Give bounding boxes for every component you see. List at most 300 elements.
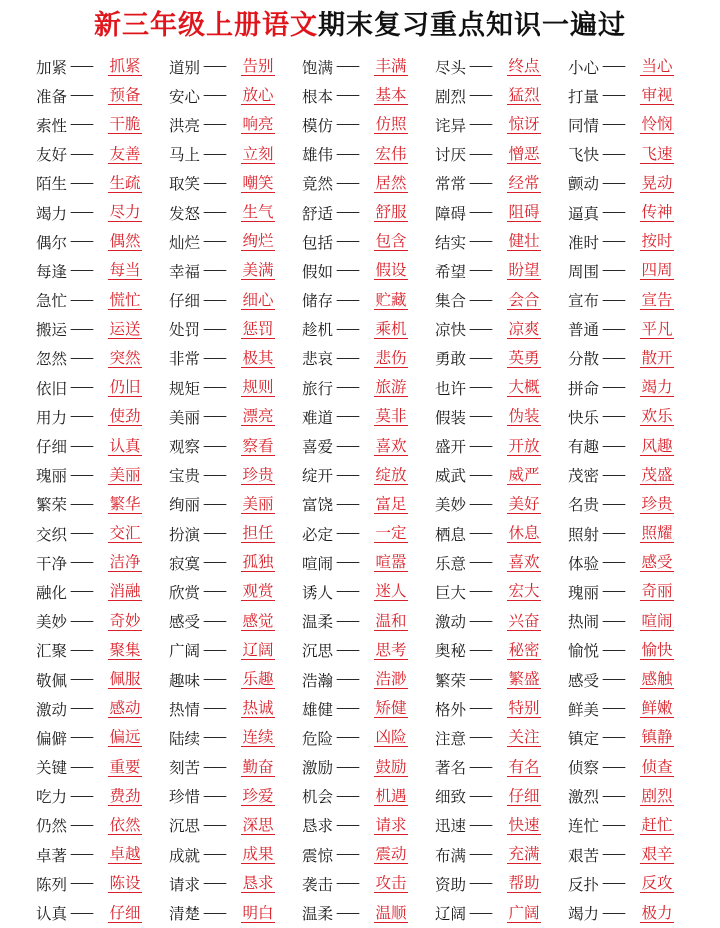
word: 道别 — [169, 58, 201, 77]
word: 栖息 — [435, 525, 467, 544]
word: 喜爱 — [302, 438, 334, 457]
synonym-pair — [169, 347, 302, 369]
word: 卓著 — [36, 846, 68, 865]
dash-separator: —— — [203, 817, 225, 833]
word: 美妙 — [435, 496, 467, 515]
synonym-answer: 珍贵 — [242, 465, 274, 484]
synonym-pair — [302, 581, 435, 603]
dash-separator: —— — [469, 263, 491, 279]
synonym-pair — [435, 114, 568, 136]
synonym-answer: 繁华 — [109, 494, 141, 513]
synonym-answer: 佩服 — [109, 670, 141, 689]
synonym-answer: 鲜嫩 — [641, 699, 673, 718]
synonym-pair — [169, 785, 302, 807]
synonym-answer: 交汇 — [109, 524, 141, 543]
synonym-answer: 审视 — [641, 86, 673, 105]
synonym-answer: 休息 — [508, 524, 540, 543]
dash-separator: —— — [203, 701, 225, 717]
dash-separator: —— — [203, 876, 225, 892]
synonym-pair — [169, 85, 302, 107]
dash-separator: —— — [70, 584, 92, 600]
synonym-pair — [435, 406, 568, 428]
dash-separator: —— — [336, 672, 358, 688]
synonym-answer: 经常 — [508, 173, 540, 192]
dash-separator: —— — [469, 759, 491, 775]
synonym-pair — [302, 143, 435, 165]
synonym-answer: 浩渺 — [375, 670, 407, 689]
dash-separator: —— — [336, 321, 358, 337]
word: 陌生 — [36, 175, 68, 194]
dash-separator: —— — [203, 321, 225, 337]
dash-separator: —— — [469, 175, 491, 191]
synonym-pair — [36, 377, 169, 399]
synonym-pair — [302, 56, 435, 78]
word: 感受 — [169, 613, 201, 632]
synonym-pair — [568, 814, 701, 836]
synonym-pair — [568, 727, 701, 749]
dash-separator: —— — [336, 613, 358, 629]
dash-separator: —— — [70, 496, 92, 512]
synonym-row — [0, 577, 720, 606]
dash-separator: —— — [469, 146, 491, 162]
synonym-row — [0, 548, 720, 577]
synonym-answer: 干脆 — [109, 115, 141, 134]
dash-separator: —— — [469, 292, 491, 308]
dash-separator: —— — [469, 496, 491, 512]
synonym-row — [0, 52, 720, 81]
word: 感受 — [568, 671, 600, 690]
dash-separator: —— — [469, 672, 491, 688]
dash-separator: —— — [469, 350, 491, 366]
synonym-pair — [568, 85, 701, 107]
word: 陈列 — [36, 875, 68, 894]
synonym-answer: 极其 — [242, 348, 274, 367]
word: 体验 — [568, 554, 600, 573]
synonym-answer: 绚烂 — [242, 232, 274, 251]
synonym-answer: 快速 — [508, 815, 540, 834]
synonym-pair — [435, 552, 568, 574]
word: 竟然 — [302, 175, 334, 194]
dash-separator: —— — [70, 701, 92, 717]
synonym-pair — [302, 902, 435, 924]
dash-separator: —— — [70, 905, 92, 921]
word: 奥秘 — [435, 642, 467, 661]
word: 刻苦 — [169, 759, 201, 778]
word: 欣赏 — [169, 583, 201, 602]
synonym-pair — [435, 231, 568, 253]
word: 交织 — [36, 525, 68, 544]
dash-separator: —— — [70, 438, 92, 454]
word: 取笑 — [169, 175, 201, 194]
dash-separator: —— — [336, 496, 358, 512]
synonym-answer: 侦查 — [641, 757, 673, 776]
word: 袭击 — [302, 875, 334, 894]
dash-separator: —— — [336, 788, 358, 804]
word: 观察 — [169, 438, 201, 457]
dash-separator: —— — [70, 759, 92, 775]
synonym-answer: 怜悯 — [641, 115, 673, 134]
dash-separator: —— — [469, 584, 491, 600]
word: 迅速 — [435, 817, 467, 836]
synonym-row — [0, 344, 720, 373]
dash-separator: —— — [70, 380, 92, 396]
word: 诱人 — [302, 583, 334, 602]
synonym-pair — [568, 260, 701, 282]
synonym-answer: 剧烈 — [641, 786, 673, 805]
word: 繁荣 — [435, 671, 467, 690]
synonym-row — [0, 373, 720, 402]
synonym-pair — [36, 172, 169, 194]
synonym-answer: 关注 — [508, 728, 540, 747]
word: 难道 — [302, 408, 334, 427]
dash-separator: —— — [602, 438, 624, 454]
dash-separator: —— — [70, 234, 92, 250]
synonym-answer: 恳求 — [242, 874, 274, 893]
word: 准备 — [36, 87, 68, 106]
synonym-answer: 悲伤 — [375, 348, 407, 367]
synonym-pair — [568, 669, 701, 691]
word: 著名 — [435, 759, 467, 778]
word: 每逢 — [36, 262, 68, 281]
word: 飞快 — [568, 146, 600, 165]
synonym-answer: 宏大 — [508, 582, 540, 601]
synonym-pair — [435, 377, 568, 399]
synonym-row — [0, 490, 720, 519]
dash-separator: —— — [70, 467, 92, 483]
synonym-answer: 尽力 — [109, 203, 141, 222]
synonym-pair — [568, 523, 701, 545]
dash-separator: —— — [203, 788, 225, 804]
word: 融化 — [36, 583, 68, 602]
synonym-pair — [568, 844, 701, 866]
word: 处罚 — [169, 321, 201, 340]
word: 准时 — [568, 233, 600, 252]
synonym-pair — [302, 727, 435, 749]
word: 热情 — [169, 700, 201, 719]
dash-separator: —— — [336, 759, 358, 775]
word: 温柔 — [302, 905, 334, 924]
synonym-answer: 镇静 — [641, 728, 673, 747]
dash-separator: —— — [203, 175, 225, 191]
dash-separator: —— — [203, 613, 225, 629]
synonym-answer: 包含 — [375, 232, 407, 251]
dash-separator: —— — [602, 146, 624, 162]
synonym-row — [0, 694, 720, 723]
synonym-answer: 担任 — [242, 524, 274, 543]
synonym-answer: 仔细 — [508, 786, 540, 805]
synonym-pair — [169, 406, 302, 428]
synonym-pair — [302, 377, 435, 399]
synonym-answer: 居然 — [375, 173, 407, 192]
word: 饱满 — [302, 58, 334, 77]
synonym-pair — [36, 143, 169, 165]
dash-separator: —— — [70, 409, 92, 425]
synonym-answer: 晃动 — [641, 173, 673, 192]
synonym-pair — [302, 318, 435, 340]
word: 仔细 — [36, 438, 68, 457]
word: 繁荣 — [36, 496, 68, 515]
synonym-row — [0, 519, 720, 548]
synonym-pair — [169, 698, 302, 720]
synonym-pair — [36, 698, 169, 720]
synonym-answer: 帮助 — [508, 874, 540, 893]
word: 偏僻 — [36, 729, 68, 748]
synonym-row — [0, 81, 720, 110]
synonym-answer: 奇丽 — [641, 582, 673, 601]
word: 仔细 — [169, 292, 201, 311]
word: 必定 — [302, 525, 334, 544]
synonym-pair — [435, 435, 568, 457]
synonym-answer: 美丽 — [109, 465, 141, 484]
dash-separator: —— — [70, 526, 92, 542]
synonym-pair — [169, 172, 302, 194]
dash-separator: —— — [469, 526, 491, 542]
synonym-answer: 憎恶 — [508, 144, 540, 163]
word: 注意 — [435, 729, 467, 748]
synonym-pair — [169, 610, 302, 632]
word: 布满 — [435, 846, 467, 865]
dash-separator: —— — [602, 380, 624, 396]
synonym-pair — [302, 114, 435, 136]
synonym-pair — [435, 85, 568, 107]
dash-separator: —— — [469, 701, 491, 717]
synonym-pair — [169, 523, 302, 545]
dash-separator: —— — [70, 292, 92, 308]
synonym-pair — [36, 464, 169, 486]
word: 恳求 — [302, 817, 334, 836]
synonym-pair — [568, 639, 701, 661]
dash-separator: —— — [203, 847, 225, 863]
dash-separator: —— — [469, 321, 491, 337]
dash-separator: —— — [469, 438, 491, 454]
word: 结实 — [435, 233, 467, 252]
word: 洪亮 — [169, 116, 201, 135]
word: 绽开 — [302, 467, 334, 486]
synonym-pair — [36, 552, 169, 574]
word: 勇敢 — [435, 350, 467, 369]
word: 搬运 — [36, 321, 68, 340]
synonym-pair — [302, 814, 435, 836]
synonym-pair — [435, 581, 568, 603]
dash-separator: —— — [70, 263, 92, 279]
synonym-answer: 突然 — [109, 348, 141, 367]
word: 宣布 — [568, 292, 600, 311]
synonym-pair — [36, 785, 169, 807]
synonym-pair — [435, 202, 568, 224]
synonym-answer: 运送 — [109, 319, 141, 338]
word: 宝贵 — [169, 467, 201, 486]
synonym-pair — [568, 493, 701, 515]
synonym-pair — [302, 260, 435, 282]
synonym-pair — [302, 202, 435, 224]
word: 汇聚 — [36, 642, 68, 661]
synonym-pair — [36, 56, 169, 78]
synonym-pair — [568, 785, 701, 807]
synonym-pair — [169, 464, 302, 486]
word: 盛开 — [435, 438, 467, 457]
synonym-answer: 感触 — [641, 670, 673, 689]
dash-separator: —— — [336, 876, 358, 892]
dash-separator: —— — [602, 730, 624, 746]
synonym-answer: 伪装 — [508, 407, 540, 426]
synonym-answer: 宏伟 — [375, 144, 407, 163]
dash-separator: —— — [336, 730, 358, 746]
synonym-row — [0, 753, 720, 782]
synonym-answer: 深思 — [242, 815, 274, 834]
synonym-answer: 生疏 — [109, 173, 141, 192]
synonym-pair — [435, 260, 568, 282]
synonym-pair — [169, 493, 302, 515]
synonym-answer: 兴奋 — [508, 611, 540, 630]
synonym-answer: 有名 — [508, 757, 540, 776]
synonym-pair — [302, 289, 435, 311]
dash-separator: —— — [336, 467, 358, 483]
synonym-row — [0, 636, 720, 665]
word: 分散 — [568, 350, 600, 369]
word: 发怒 — [169, 204, 201, 223]
word: 威武 — [435, 467, 467, 486]
synonym-pair — [435, 639, 568, 661]
dash-separator: —— — [203, 759, 225, 775]
word: 资助 — [435, 875, 467, 894]
word: 敬佩 — [36, 671, 68, 690]
synonym-answer: 明白 — [242, 903, 274, 922]
synonym-pair — [169, 814, 302, 836]
dash-separator: —— — [602, 88, 624, 104]
synonym-pair — [36, 523, 169, 545]
synonym-answer: 四周 — [641, 261, 673, 280]
synonym-answer: 竭力 — [641, 378, 673, 397]
synonym-answer: 告别 — [242, 57, 274, 76]
synonym-pair — [568, 347, 701, 369]
synonym-pair — [568, 377, 701, 399]
synonym-answer: 开放 — [508, 436, 540, 455]
dash-separator: —— — [336, 905, 358, 921]
synonym-row — [0, 402, 720, 431]
word: 偶尔 — [36, 233, 68, 252]
word: 拼命 — [568, 379, 600, 398]
synonym-pair — [302, 435, 435, 457]
synonym-pair — [435, 727, 568, 749]
synonym-pair — [435, 902, 568, 924]
dash-separator: —— — [469, 205, 491, 221]
synonym-answer: 特别 — [508, 699, 540, 718]
word: 旅行 — [302, 379, 334, 398]
word: 加紧 — [36, 58, 68, 77]
synonym-answer: 莫非 — [375, 407, 407, 426]
dash-separator: —— — [70, 59, 92, 75]
synonym-answer: 珍贵 — [641, 494, 673, 513]
word: 储存 — [302, 292, 334, 311]
synonym-pair — [302, 493, 435, 515]
dash-separator: —— — [70, 788, 92, 804]
synonym-pair — [435, 56, 568, 78]
synonym-answer: 机遇 — [375, 786, 407, 805]
word: 希望 — [435, 262, 467, 281]
word: 有趣 — [568, 438, 600, 457]
word: 友好 — [36, 146, 68, 165]
word: 趣味 — [169, 671, 201, 690]
synonym-pair — [302, 610, 435, 632]
dash-separator: —— — [602, 409, 624, 425]
synonym-pair — [36, 289, 169, 311]
dash-separator: —— — [602, 788, 624, 804]
synonym-row — [0, 898, 720, 927]
synonym-row — [0, 811, 720, 840]
synonym-answer: 矫健 — [375, 699, 407, 718]
synonym-answer: 勤奋 — [242, 757, 274, 776]
synonym-pair — [435, 610, 568, 632]
synonym-answer: 珍爱 — [242, 786, 274, 805]
dash-separator: —— — [70, 642, 92, 658]
word: 名贵 — [568, 496, 600, 515]
word: 危险 — [302, 729, 334, 748]
word: 激烈 — [568, 788, 600, 807]
synonym-pair — [302, 406, 435, 428]
word: 镇定 — [568, 729, 600, 748]
word: 温柔 — [302, 613, 334, 632]
word: 逼真 — [568, 204, 600, 223]
dash-separator: —— — [469, 117, 491, 133]
dash-separator: —— — [203, 438, 225, 454]
dash-separator: —— — [602, 555, 624, 571]
word: 讨厌 — [435, 146, 467, 165]
synonym-pair — [169, 639, 302, 661]
synonym-pair — [568, 318, 701, 340]
synonym-pair — [302, 172, 435, 194]
dash-separator: —— — [602, 642, 624, 658]
synonym-pair — [169, 756, 302, 778]
word: 普通 — [568, 321, 600, 340]
dash-separator: —— — [70, 730, 92, 746]
synonym-answer: 放心 — [242, 86, 274, 105]
synonym-answer: 健壮 — [508, 232, 540, 251]
title-part-1: 新三年级上册语文 — [94, 9, 318, 41]
synonym-answer: 贮藏 — [375, 290, 407, 309]
synonym-pair — [435, 844, 568, 866]
synonym-pair — [568, 873, 701, 895]
dash-separator: —— — [70, 876, 92, 892]
synonym-answer: 感觉 — [242, 611, 274, 630]
word: 浩瀚 — [302, 671, 334, 690]
word: 索性 — [36, 116, 68, 135]
dash-separator: —— — [602, 613, 624, 629]
synonym-pair — [302, 552, 435, 574]
synonym-answer: 仍旧 — [109, 378, 141, 397]
word: 瑰丽 — [568, 583, 600, 602]
word: 震惊 — [302, 846, 334, 865]
word: 小心 — [568, 58, 600, 77]
synonym-pair — [302, 669, 435, 691]
word: 尽头 — [435, 58, 467, 77]
synonym-answer: 大概 — [508, 378, 540, 397]
synonym-pair — [568, 289, 701, 311]
dash-separator: —— — [469, 555, 491, 571]
word: 格外 — [435, 700, 467, 719]
word: 乐意 — [435, 554, 467, 573]
synonym-row — [0, 723, 720, 752]
synonym-answer: 按时 — [641, 232, 673, 251]
synonym-pair — [302, 231, 435, 253]
dash-separator: —— — [203, 117, 225, 133]
synonym-pair — [36, 610, 169, 632]
synonym-answer: 舒服 — [375, 203, 407, 222]
dash-separator: —— — [336, 380, 358, 396]
synonym-pair — [568, 435, 701, 457]
synonym-answer: 喜欢 — [375, 436, 407, 455]
synonym-row — [0, 869, 720, 898]
dash-separator: —— — [469, 467, 491, 483]
